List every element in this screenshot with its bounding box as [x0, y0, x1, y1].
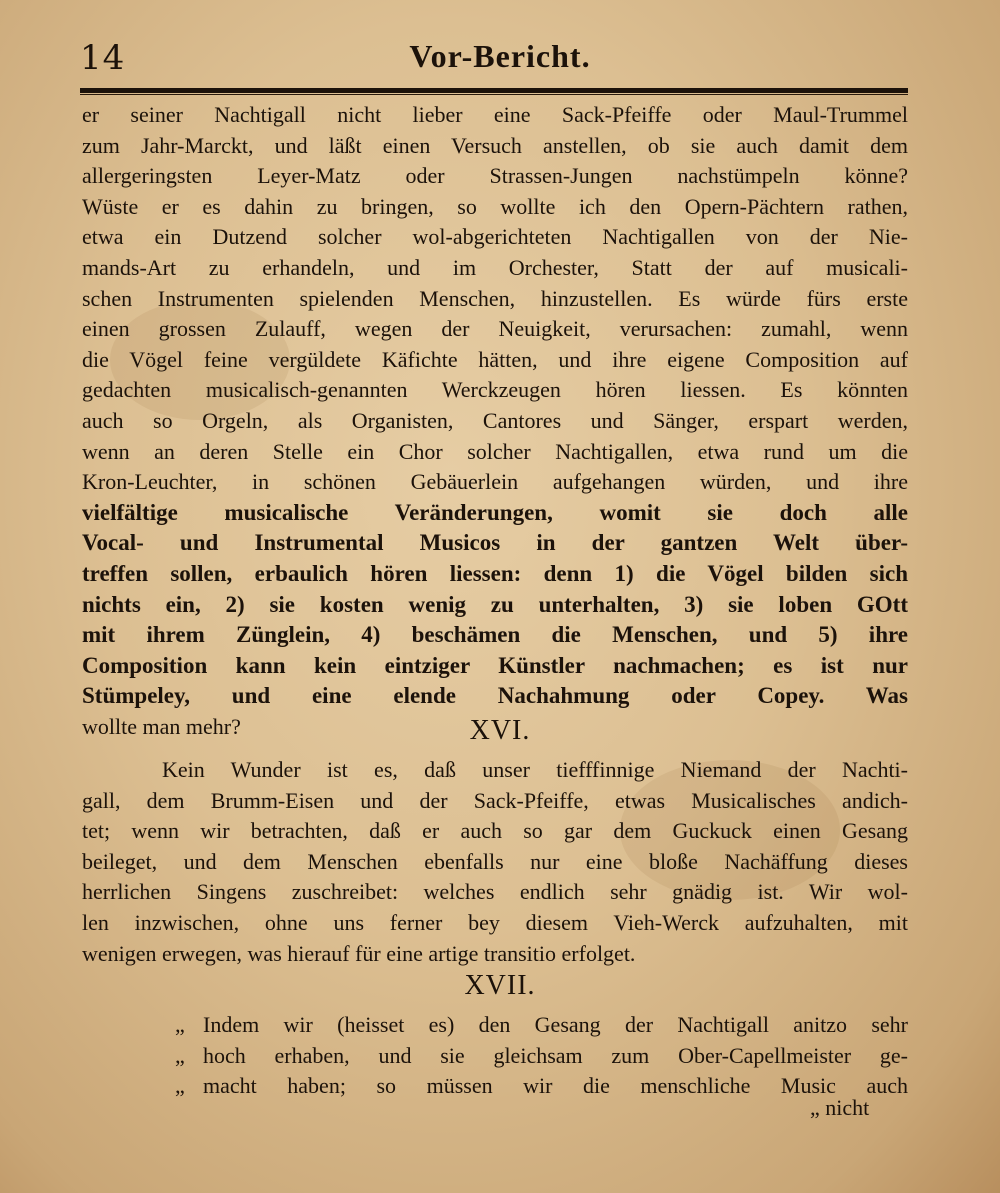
text-line: etwa ein Dutzend solcher wol-abgerichteten Nachtigallen von der Nie- [82, 224, 908, 250]
section-heading-xvi: XVI. [469, 715, 531, 746]
quote-mark: „ [175, 1042, 185, 1068]
text-line-emphasis: vielfältige musicalische Veränderungen, womit sie doch alle [82, 499, 908, 525]
running-title: Vor-Bericht. [409, 38, 591, 74]
text-line: wenn an deren Stelle ein Chor solcher Nachtigallen, etwa rund um die [82, 438, 908, 464]
text-line: er seiner Nachtigall nicht lieber eine Sack-Pfeiffe oder Maul-Trummel [82, 102, 908, 127]
text-line: allergeringsten Leyer-Matz oder Strassen-Jungen nachstümpeln könne? [82, 163, 908, 189]
quote-line [175, 1041, 908, 1072]
text-line: auch so Orgeln, als Organisten, Cantores und Sänger, erspart werden, [82, 407, 908, 433]
text-line: herrlichen Singens zuschreibet: welches endlich sehr gnädig ist. Wir wol- [82, 879, 908, 905]
header-rule [80, 88, 908, 93]
text-line-emphasis: mit ihrem Zünglein, 4) beschämen die Menschen, und 5) ihre [82, 622, 908, 648]
text-line: mands-Art zu erhandeln, und im Orchester, Statt der auf musicali- [82, 254, 908, 280]
text-line: gedachten musicalisch-genannten Werckzeugen hören liessen. Es könnten [82, 377, 908, 403]
quote-mark: „ [175, 1012, 185, 1037]
text-line-emphasis: Stümpeley, und eine elende Nachahmung oder Copey. Was [82, 683, 908, 709]
section-xvii-quote [175, 1010, 908, 1102]
text-line: Kein Wunder ist es, daß unser tiefffinnige Niemand der Nachti- [162, 757, 908, 782]
text-line: zum Jahr-Marckt, und läßt einen Versuch anstellen, ob sie auch damit dem [82, 132, 908, 158]
catchword: „ nicht [810, 1095, 870, 1120]
quote-text: macht haben; so müssen wir die menschliche Music auch [203, 1073, 908, 1099]
text-line: Wüste er es dahin zu bringen, so wollte ich den Opern-Pächtern rathen, [82, 193, 908, 219]
quote-text: hoch erhaben, und sie gleichsam zum Ober-Capellmeister ge- [203, 1042, 908, 1068]
text-line: die Vögel feine vergüldete Käfichte hätten, und ihre eigene Composition auf [82, 346, 908, 372]
quote-line [175, 1010, 908, 1041]
text-line: einen grossen Zulauff, wegen der Neuigkeit, verursachen: zumahl, wenn [82, 316, 908, 342]
text-line-emphasis: Vocal- und Instrumental Musicos in der gantzen Welt über- [82, 530, 908, 556]
text-line: Kron-Leuchter, in schönen Gebäuerlein aufgehangen würden, und ihre [82, 469, 908, 495]
text-line: schen Instrumenten spielenden Menschen, hinzustellen. Es würde fürs erste [82, 285, 908, 311]
text-line: wollte man mehr? [82, 713, 241, 739]
section-xvi-body [82, 755, 908, 969]
text-line-emphasis: treffen sollen, erbaulich hören liessen: denn 1) die Vögel bilden sich [82, 560, 908, 586]
paragraph-continuation [82, 100, 908, 742]
text-line: gall, dem Brumm-Eisen und der Sack-Pfeiffe, etwas Musicalisches andich- [82, 787, 908, 813]
quote-text: Indem wir (heisset es) den Gesang der Nachtigall anitzo sehr [203, 1012, 908, 1037]
text-line: len inzwischen, ohne uns ferner bey diesem Vieh-Werck aufzuhalten, mit [82, 909, 908, 935]
page-number: 14 [80, 38, 126, 78]
text-line: wenigen erwegen, was hierauf für eine artige transitio erfolget. [82, 940, 636, 966]
text-line-emphasis: Composition kann kein eintziger Künstler nachmachen; es ist nur [82, 652, 908, 678]
text-line: tet; wenn wir betrachten, daß er auch so gar dem Guckuck einen Gesang [82, 818, 908, 844]
text-line: beileget, und dem Menschen ebenfalls nur eine bloße Nachäffung dieses [82, 848, 908, 874]
section-heading-xvii: XVII. [464, 970, 536, 1001]
quote-mark: „ [175, 1073, 185, 1099]
text-line-emphasis: nichts ein, 2) sie kosten wenig zu unterhalten, 3) sie loben GOtt [82, 591, 908, 617]
quote-line [175, 1071, 908, 1102]
